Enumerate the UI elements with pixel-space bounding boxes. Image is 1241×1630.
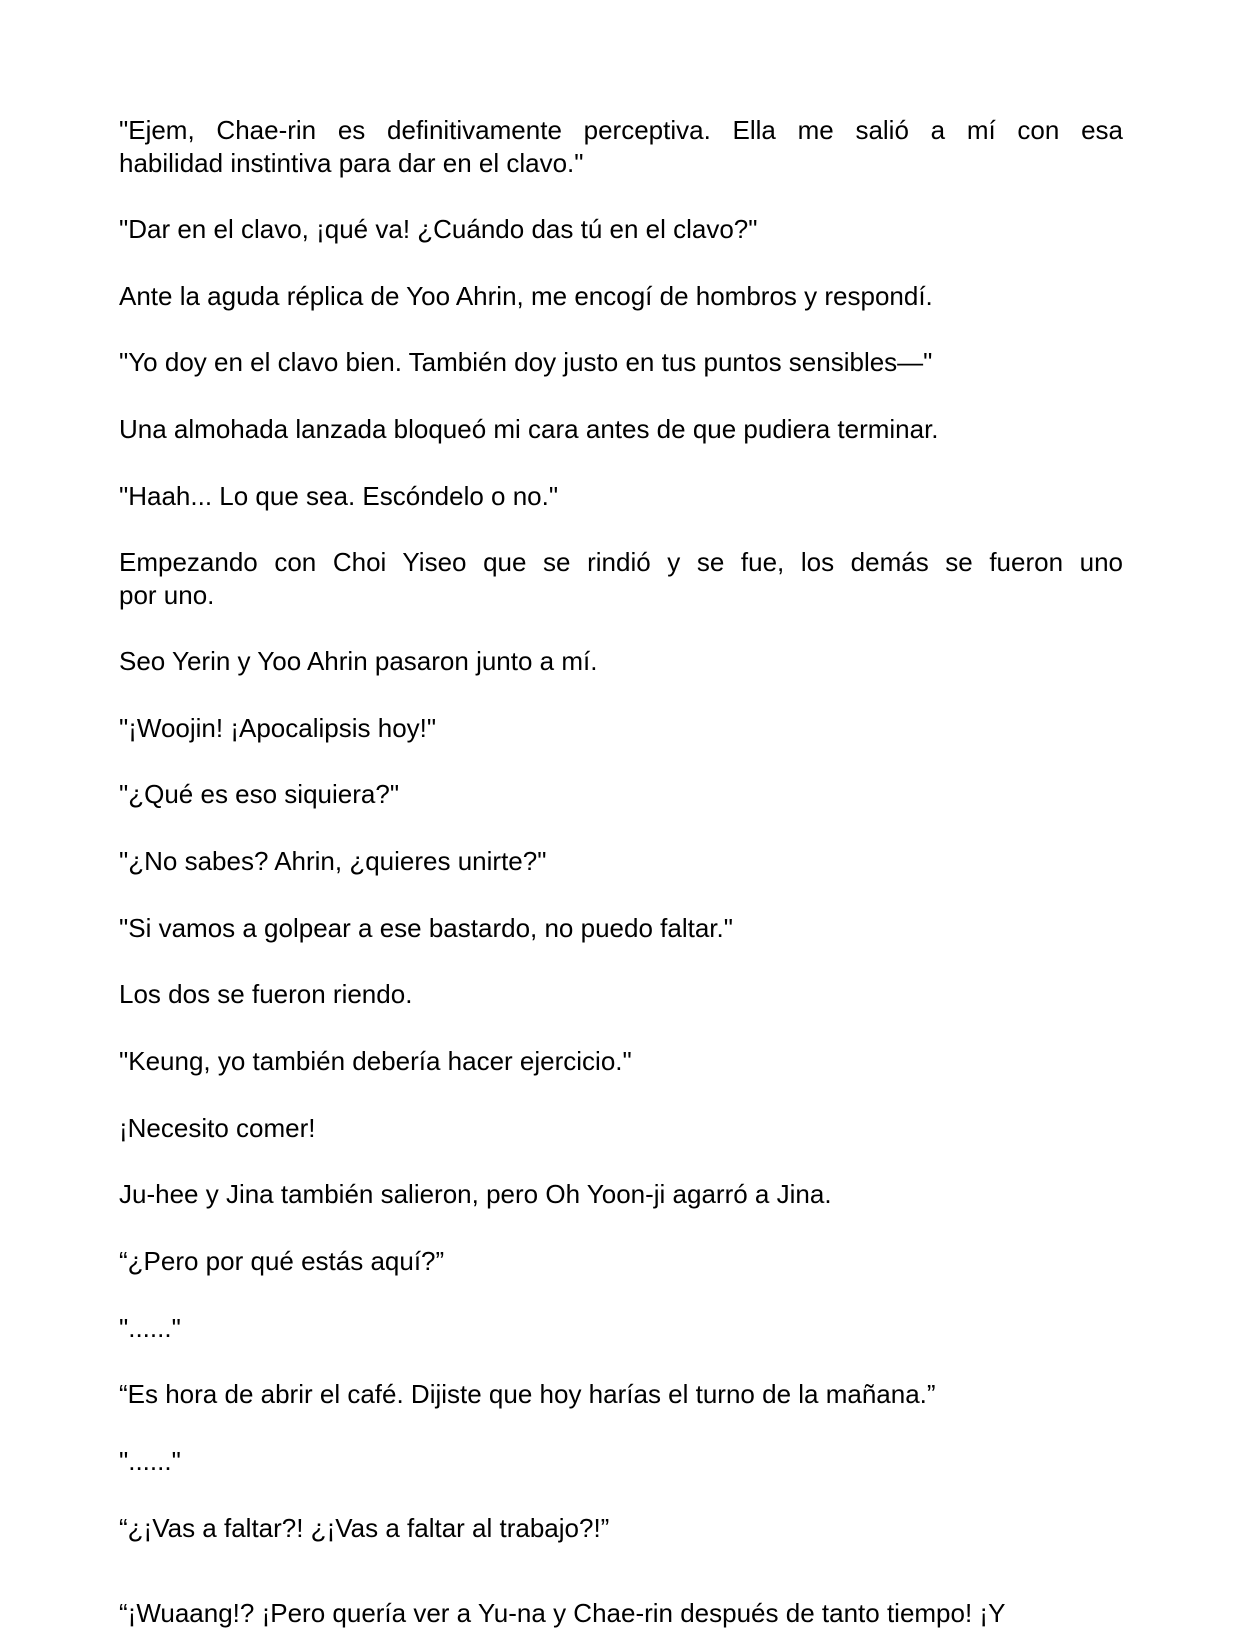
paragraph-1-line-2: habilidad instintiva para dar en el clavo." — [119, 148, 584, 178]
paragraph-15: ¡Necesito comer! — [119, 1113, 316, 1143]
paragraph-7-line-2: por uno. — [119, 580, 215, 610]
paragraph-9: "¡Woojin! ¡Apocalipsis hoy!" — [119, 713, 437, 743]
paragraph-2: "Dar en el clavo, ¡qué va! ¿Cuándo das tú en el clavo?" — [119, 214, 758, 244]
paragraph-3: Ante la aguda réplica de Yoo Ahrin, me encogí de hombros y respondí. — [119, 281, 933, 311]
paragraph-13: Los dos se fueron riendo. — [119, 979, 413, 1009]
paragraph-21: “¿¡Vas a faltar?! ¿¡Vas a faltar al trabajo?!” — [119, 1513, 610, 1543]
paragraph-18: "......" — [119, 1313, 181, 1343]
paragraph-5: Una almohada lanzada bloqueó mi cara antes de que pudiera terminar. — [119, 414, 939, 444]
paragraph-16: Ju-hee y Jina también salieron, pero Oh Yoon-ji agarró a Jina. — [119, 1179, 832, 1209]
paragraph-6: "Haah... Lo que sea. Escóndelo o no." — [119, 481, 559, 511]
paragraph-8: Seo Yerin y Yoo Ahrin pasaron junto a mí. — [119, 646, 598, 676]
paragraph-7 — [119, 546, 1123, 612]
paragraph-11: "¿No sabes? Ahrin, ¿quieres unirte?" — [119, 846, 547, 876]
paragraph-4: "Yo doy en el clavo bien. También doy justo en tus puntos sensibles—" — [119, 347, 933, 377]
paragraph-10: "¿Qué es eso siquiera?" — [119, 779, 400, 809]
paragraph-1-line-1: "Ejem, Chae-rin es definitivamente perceptiva. Ella me salió a mí con esa — [119, 115, 1123, 145]
paragraph-19: “Es hora de abrir el café. Dijiste que hoy harías el turno de la mañana.” — [119, 1379, 936, 1409]
paragraph-14: "Keung, yo también debería hacer ejercicio." — [119, 1046, 632, 1076]
paragraph-20: "......" — [119, 1446, 181, 1476]
paragraph-1 — [119, 114, 1123, 180]
paragraph-22: “¡Wuaang!? ¡Pero quería ver a Yu-na y Chae-rin después de tanto tiempo! ¡Y — [119, 1598, 1006, 1628]
paragraph-7-line-1: Empezando con Choi Yiseo que se rindió y se fue, los demás se fueron uno — [119, 547, 1123, 577]
paragraph-17: “¿Pero por qué estás aquí?” — [119, 1246, 445, 1276]
paragraph-12: "Si vamos a golpear a ese bastardo, no puedo faltar." — [119, 913, 733, 943]
